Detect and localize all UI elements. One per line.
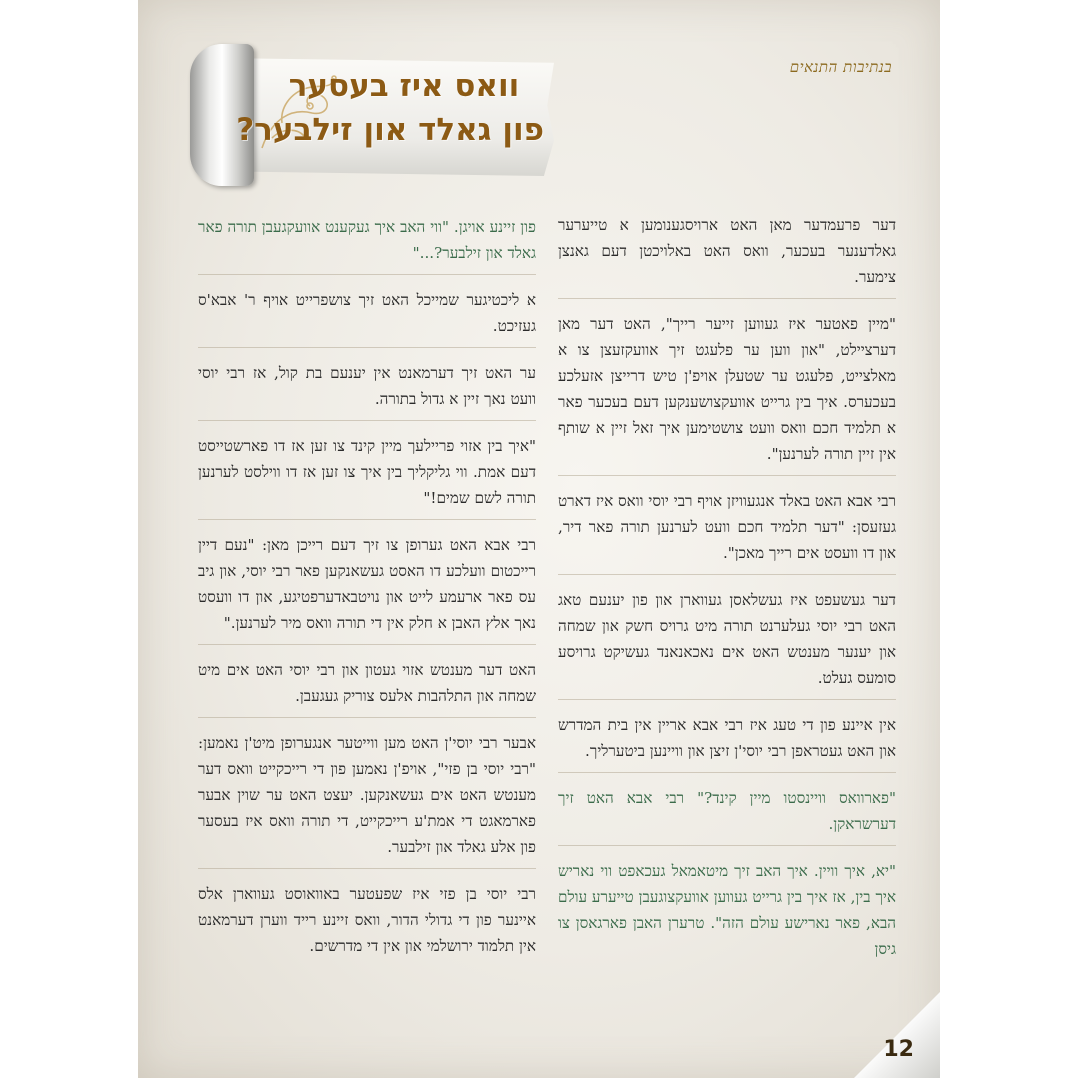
paragraph: רבי אבא האט גערופן צו זיך דעם רייכן מאן: "נעם דיין רייכטום וועלכע דו האסט געשאנקען פאר רבי יוסי, און גיב עס פאר ארעמע לייט און נויטבאדערפטיגע, און דו וועסט נאך אלץ האבן א חלק אין די תורה וואס מיר לערנען." xyxy=(198,532,536,645)
article-title xyxy=(236,64,544,152)
paragraph: אבער רבי יוסי'ן האט מען ווייטער אנגערופן מיט'ן נאמען: "רבי יוסי בן פזי", אויפ'ן נאמען פון די רייכקייט וואס דער מענטש האט אים געשאנקען. יעצט האט ער שוין אבער פארמאגט די אמת'ע רייכקייט, די תורה וואס איז בעסער פון אלע גאלד און זילבער. xyxy=(198,730,536,869)
paragraph: א ליכטיגער שמייכל האט זיך צושפרייט אויף ר' אבא'ס געזיכט. xyxy=(198,287,536,348)
title-banner xyxy=(190,44,562,186)
paragraph: דער פרעמדער מאן האט ארויסגענומען א טייערער גאלדענער בעכער, וואס האט באלויכטן דעם גאנצן צימער. xyxy=(558,212,896,299)
running-head: בנתיבות התנאים xyxy=(789,58,892,76)
paragraph: רבי אבא האט באלד אנגעוויזן אויף רבי יוסי וואס איז דארט געזעסן: "דער תלמיד חכם וועט לערנען תורה פאר דיר, און דו וועסט אים רייך מאכן". xyxy=(558,488,896,575)
paragraph: ער האט זיך דערמאנט אין יענעם בת קול, אז רבי יוסי וועט נאך זיין א גדול בתורה. xyxy=(198,360,536,421)
right-column xyxy=(558,212,896,982)
paragraph: "מיין פאטער איז געווען זייער רייך", האט דער מאן דערציילט, "און ווען ער פלעגט זיך אוועקזעצן צו א מאלצייט, פלעגט ער שטעלן אויפ'ן טיש דרייצן אזעלכע בעכערס. איך בין גרייט אוועקצושענקען דעם בעכער פאר א תלמיד חכם וואס וועט צושטימען איך זאל זיין א שותף אין זיין תורה לערנען". xyxy=(558,311,896,476)
paragraph: האט דער מענטש אזוי געטון און רבי יוסי האט אים מיט שמחה און התלהבות אלעס צוריק געגעבן. xyxy=(198,657,536,718)
magazine-page xyxy=(138,0,940,1078)
page-number: 12 xyxy=(883,1037,914,1062)
paragraph: "יא, איך וויין. איך האב זיך מיטאמאל געכאפט ווי נאריש איך בין, אז איך בין גרייט געווען אוועקצוגעבן טייערע עולם הבא, פאר נארישע עולם הזה". טרערן האבן פארגאסן צו גיסן xyxy=(558,862,896,958)
paragraph: רבי יוסי בן פזי איז שפעטער באוואוסט געווארן אלס איינער פון די גדולי הדור, וואס זיינע רייד ווערן דערמאנט אין תלמוד ירושלמי און אין די מדרשים. xyxy=(198,885,536,955)
page-curl xyxy=(854,992,940,1078)
paragraph: אין איינע פון די טעג איז רבי אבא אריין אין בית המדרש און האט געטראפן רבי יוסי'ן זיצן און וויינען ביטערליך. xyxy=(558,712,896,773)
title-line-2: פון גאלד און זילבער? xyxy=(236,112,544,148)
paragraph: "איך בין אזוי פריילעך מיין קינד צו זען אז דו פארשטייסט דעם אמת. ווי גליקליך בין איך צו זען אז דו ווילסט לערנען תורה לשם שמים!" xyxy=(198,433,536,520)
paragraph: דער געשעפט איז געשלאסן געווארן און פון יענעם טאג האט רבי יוסי געלערנט תורה מיט גרויס חשק און שמחה און יענער מענטש האט אים נאכאנאנד געשיקט גרויסע סומעס געלט. xyxy=(558,587,896,700)
left-column xyxy=(198,214,536,979)
title-line-1: וואס איז בעסער xyxy=(288,68,520,104)
paragraph: "פארוואס וויינסטו מיין קינד?" רבי אבא האט זיך דערשראקן. xyxy=(558,785,896,846)
paragraph: פון זיינע אויגן. "ווי האב איך געקענט אוועקגעבן תורה פאר גאלד און זילבער?..." xyxy=(198,214,536,275)
